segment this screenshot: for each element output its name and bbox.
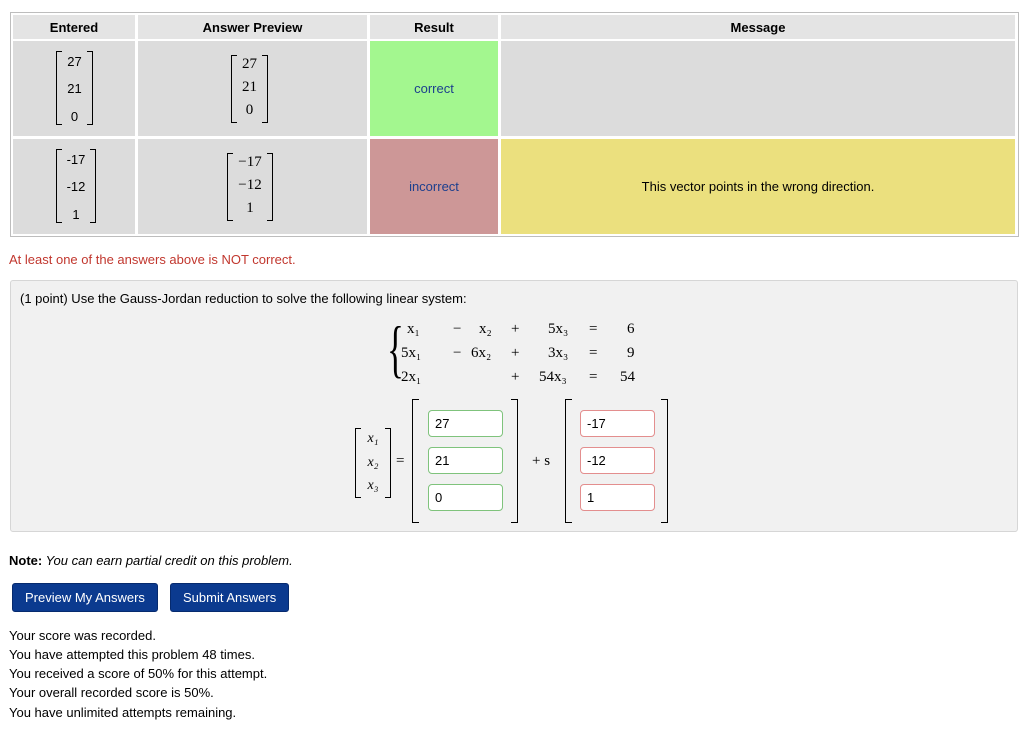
header-answer-preview: Answer Preview [138,15,367,39]
vec2-right-bracket [661,399,668,523]
row1-preview-vector [231,55,268,123]
preview-answers-button[interactable]: Preview My Answers [12,583,158,612]
eq2-term: 5x₁ [401,345,422,361]
score-line: Your score was recorded. [9,628,156,643]
eq1-op: − [453,321,462,337]
row2-preview-value: −12 [238,177,262,193]
eq3-eq: = [589,369,598,385]
row2-entered-value: -17 [66,152,86,167]
row1-preview-value: 0 [245,102,254,118]
submit-answers-button[interactable]: Submit Answers [170,583,289,612]
header-entered: Entered [13,15,135,39]
header-result: Result [370,15,498,39]
row1-entered-value: 21 [67,81,82,96]
eq2-term: 6x₂ [471,345,492,361]
row1-preview-value: 27 [242,56,257,72]
variable-x2: x₂ [367,455,379,470]
eq3-term: 2x₁ [401,369,422,385]
warning-message: At least one of the answers above is NOT correct. [9,252,296,267]
vec1-right-bracket [511,399,518,523]
eq2-op: − [453,345,462,361]
eq1-op: + [511,321,520,337]
vec2-input-3[interactable] [580,484,655,511]
eq3-rhs: 54 [620,369,635,385]
vec2-input-2[interactable] [580,447,655,474]
note [9,553,293,568]
score-line: You received a score of 50% for this attempt. [9,666,268,681]
row2-message-text: This vector points in the wrong direction. [641,179,875,194]
variable-x1: x₁ [367,431,379,446]
row1-result-text: correct [414,81,454,96]
score-line: You have unlimited attempts remaining. [9,705,237,720]
row1-entered-vector [56,51,93,125]
results-table [10,12,1019,237]
eq1-term: 5x₃ [548,321,569,337]
problem-statement: (1 point) Use the Gauss-Jordan reduction to solve the following linear system: [20,291,467,306]
row2-entered-value: 1 [72,207,80,222]
row2-result-text: incorrect [409,179,459,194]
eq2-rhs: 9 [627,345,635,361]
vec2-left-bracket [565,399,572,523]
vec1-input-1[interactable] [428,410,503,437]
eq2-term: 3x₃ [548,345,569,361]
header-message: Message [501,15,1015,39]
row1-preview-value: 21 [242,79,257,95]
vec1-input-3[interactable] [428,484,503,511]
score-line: You have attempted this problem 48 times. [9,647,255,662]
plus-s-label: + s [532,453,551,469]
vec1-left-bracket [412,399,419,523]
row1-message-cell [501,41,1015,136]
row2-entered-cell [13,139,135,234]
row2-message-cell [501,139,1015,234]
note-text: You can earn partial credit on this problem. [42,553,293,568]
equals-sign: = [396,453,405,469]
row1-result-cell [370,41,498,136]
variable-x3: x₃ [367,478,379,493]
row1-entered-value: 0 [70,109,79,124]
eq2-eq: = [589,345,598,361]
eq3-op: + [511,369,520,385]
row2-preview-vector [227,153,273,221]
system-brace: { [387,313,404,384]
row1-preview-cell [138,41,367,136]
row1-entered-value: 27 [67,54,82,69]
note-label: Note: [9,553,43,568]
eq2-op: + [511,345,520,361]
row2-entered-value: -12 [66,179,86,194]
row2-preview-cell [138,139,367,234]
problem-box [10,280,1018,532]
vec1-input-2[interactable] [428,447,503,474]
eq1-term: x₂ [479,321,492,337]
eq1-term: x₁ [407,321,420,337]
row2-preview-value: −17 [238,154,262,170]
score-line: Your overall recorded score is 50%. [9,685,214,700]
variables-vector [355,428,391,498]
row2-entered-vector [56,149,96,223]
eq1-eq: = [589,321,598,337]
row2-preview-value: 1 [246,200,254,216]
row1-entered-cell [13,41,135,136]
eq1-rhs: 6 [627,321,635,337]
vec2-input-1[interactable] [580,410,655,437]
eq3-term: 54x₃ [539,369,567,385]
row2-result-cell [370,139,498,234]
